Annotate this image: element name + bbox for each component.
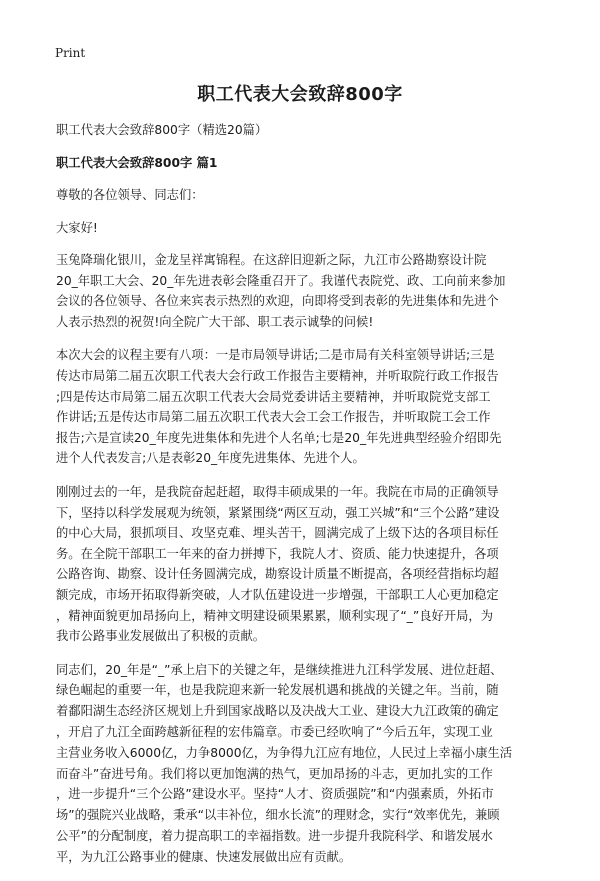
paragraph-line: ，进一步提升“三个公路”建设水平。坚持“人才、资质强院”和“内强素质，外拓市 bbox=[56, 787, 494, 802]
paragraph-line: 进个人代表发言;八是表彰20_年度先进集体、先进个人。 bbox=[56, 451, 365, 466]
paragraph-3 bbox=[56, 482, 556, 647]
paragraph-line: 我市公路事业发展做出了积极的贡献。 bbox=[56, 629, 266, 644]
paragraph-line: 额完成，市场开拓取得新突破，人才队伍建设进一步增强，干部职工人心更加稳定 bbox=[56, 587, 499, 602]
paragraph-line: 报告;六是宣读20_年度先进集体和先进个人名单;七是20_年先进典型经验介绍即先 bbox=[56, 430, 502, 445]
salutation: 尊敬的各位领导、同志们： bbox=[56, 188, 204, 202]
document-body bbox=[56, 120, 556, 881]
document-subtitle: 职工代表大会致辞800字（精选20篇） bbox=[56, 123, 268, 137]
greeting: 大家好! bbox=[56, 220, 98, 235]
paragraph-line: 下，坚持以科学发展观为统领，紧紧围绕“两区互动，强工兴城”和“三个公路”建设 bbox=[56, 505, 500, 520]
paragraph-line: 传达市局第二届五次职工代表大会行政工作报告主要精神，并听取院行政工作报告 bbox=[56, 368, 499, 383]
paragraph-line: 20_年职工大会、20_年先进表彰会隆重召开了。我谨代表院党、政、工向前来参加 bbox=[56, 273, 506, 288]
paragraph-line: 主营业务收入6000亿，力争8000亿，为争得九江应有地位，人民过上幸福小康生活 bbox=[56, 745, 513, 760]
paragraph-line: ;四是传达市局第二届五次职工代表大会局党委讲话主要精神，并听取院党支部工 bbox=[56, 389, 491, 404]
paragraph-line: 的中心大局，狠抓项目、攻坚克难、埋头苦干，圆满完成了上级下达的各项目标任 bbox=[56, 526, 499, 541]
paragraph-line: 公路咨询、勘察、设计任务圆满完成，勘察设计质量不断提高，各项经营指标均超 bbox=[56, 567, 499, 582]
paragraph-line: 玉兔降瑞化银川，金龙呈祥寓锦程。在这辞旧迎新之际，九江市公路勘察设计院 bbox=[56, 253, 487, 267]
paragraph-line: 人表示热烈的祝贺!向全院广大干部、职工表示诚挚的问候! bbox=[56, 314, 374, 329]
paragraph-line: ，开启了九江全面跨越新征程的宏伟篇章。市委已经吹响了“今后五年，实现工业 bbox=[56, 725, 493, 740]
paragraph-line: 同志们，20_年是“_”承上启下的关键之年，是继续推进九江科学发展、进位赶超、 bbox=[56, 662, 503, 677]
paragraph-4 bbox=[56, 660, 556, 868]
print-label[interactable]: Print bbox=[55, 46, 86, 60]
paragraph-line: ，精神面貌更加昂扬向上，精神文明建设硕果累累，顺利实现了“_”良好开局，为 bbox=[56, 608, 493, 623]
paragraph-line: 场”的强院兴业战略，秉承“以丰补位，细水长流”的理财念，实行“效率优先，兼顾 bbox=[56, 808, 500, 823]
paragraph-line: 而奋斗”奋进号角。我们将以更加饱满的热气，更加昂扬的斗志，更加扎实的工作 bbox=[56, 766, 493, 781]
paragraph-line: 作讲话;五是传达市局第二届五次职工代表大会工会工作报告，并听取院工会工作 bbox=[56, 410, 491, 425]
document-title: 职工代表大会致辞800字 bbox=[197, 84, 403, 105]
paragraph-1 bbox=[56, 250, 556, 332]
paragraph-2 bbox=[56, 345, 556, 469]
section-heading: 职工代表大会致辞800字 篇1 bbox=[56, 155, 218, 170]
paragraph-line: 绿色崛起的重要一年，也是我院迎来新一轮发展机遇和挑战的关键之年。当前，随 bbox=[56, 683, 499, 698]
paragraph-line: 刚刚过去的一年，是我院奋起赶超，取得丰硕成果的一年。我院在市局的正确领导 bbox=[56, 484, 499, 499]
paragraph-line: 着鄱阳湖生态经济区规划上升到国家战略以及决战大工业、建设大九江政策的确定 bbox=[56, 704, 499, 719]
paragraph-line: 公平”的分配制度，着力提高职工的幸福指数。进一步提升我院科学、和谐发展水 bbox=[56, 829, 493, 844]
paragraph-line: 务。在全院干部职工一年来的奋力拼搏下，我院人才、资质、能力快速提升，各项 bbox=[56, 546, 499, 561]
paragraph-line: 会议的各位领导、各位来宾表示热烈的欢迎，向即将受到表彰的先进集体和先进个 bbox=[56, 294, 499, 309]
paragraph-line: 本次大会的议程主要有八项：一是市局领导讲话;二是市局有关科室领导讲话;三是 bbox=[56, 348, 495, 363]
paragraph-line: 平，为九江公路事业的健康、快速发展做出应有贡献。 bbox=[56, 849, 352, 864]
